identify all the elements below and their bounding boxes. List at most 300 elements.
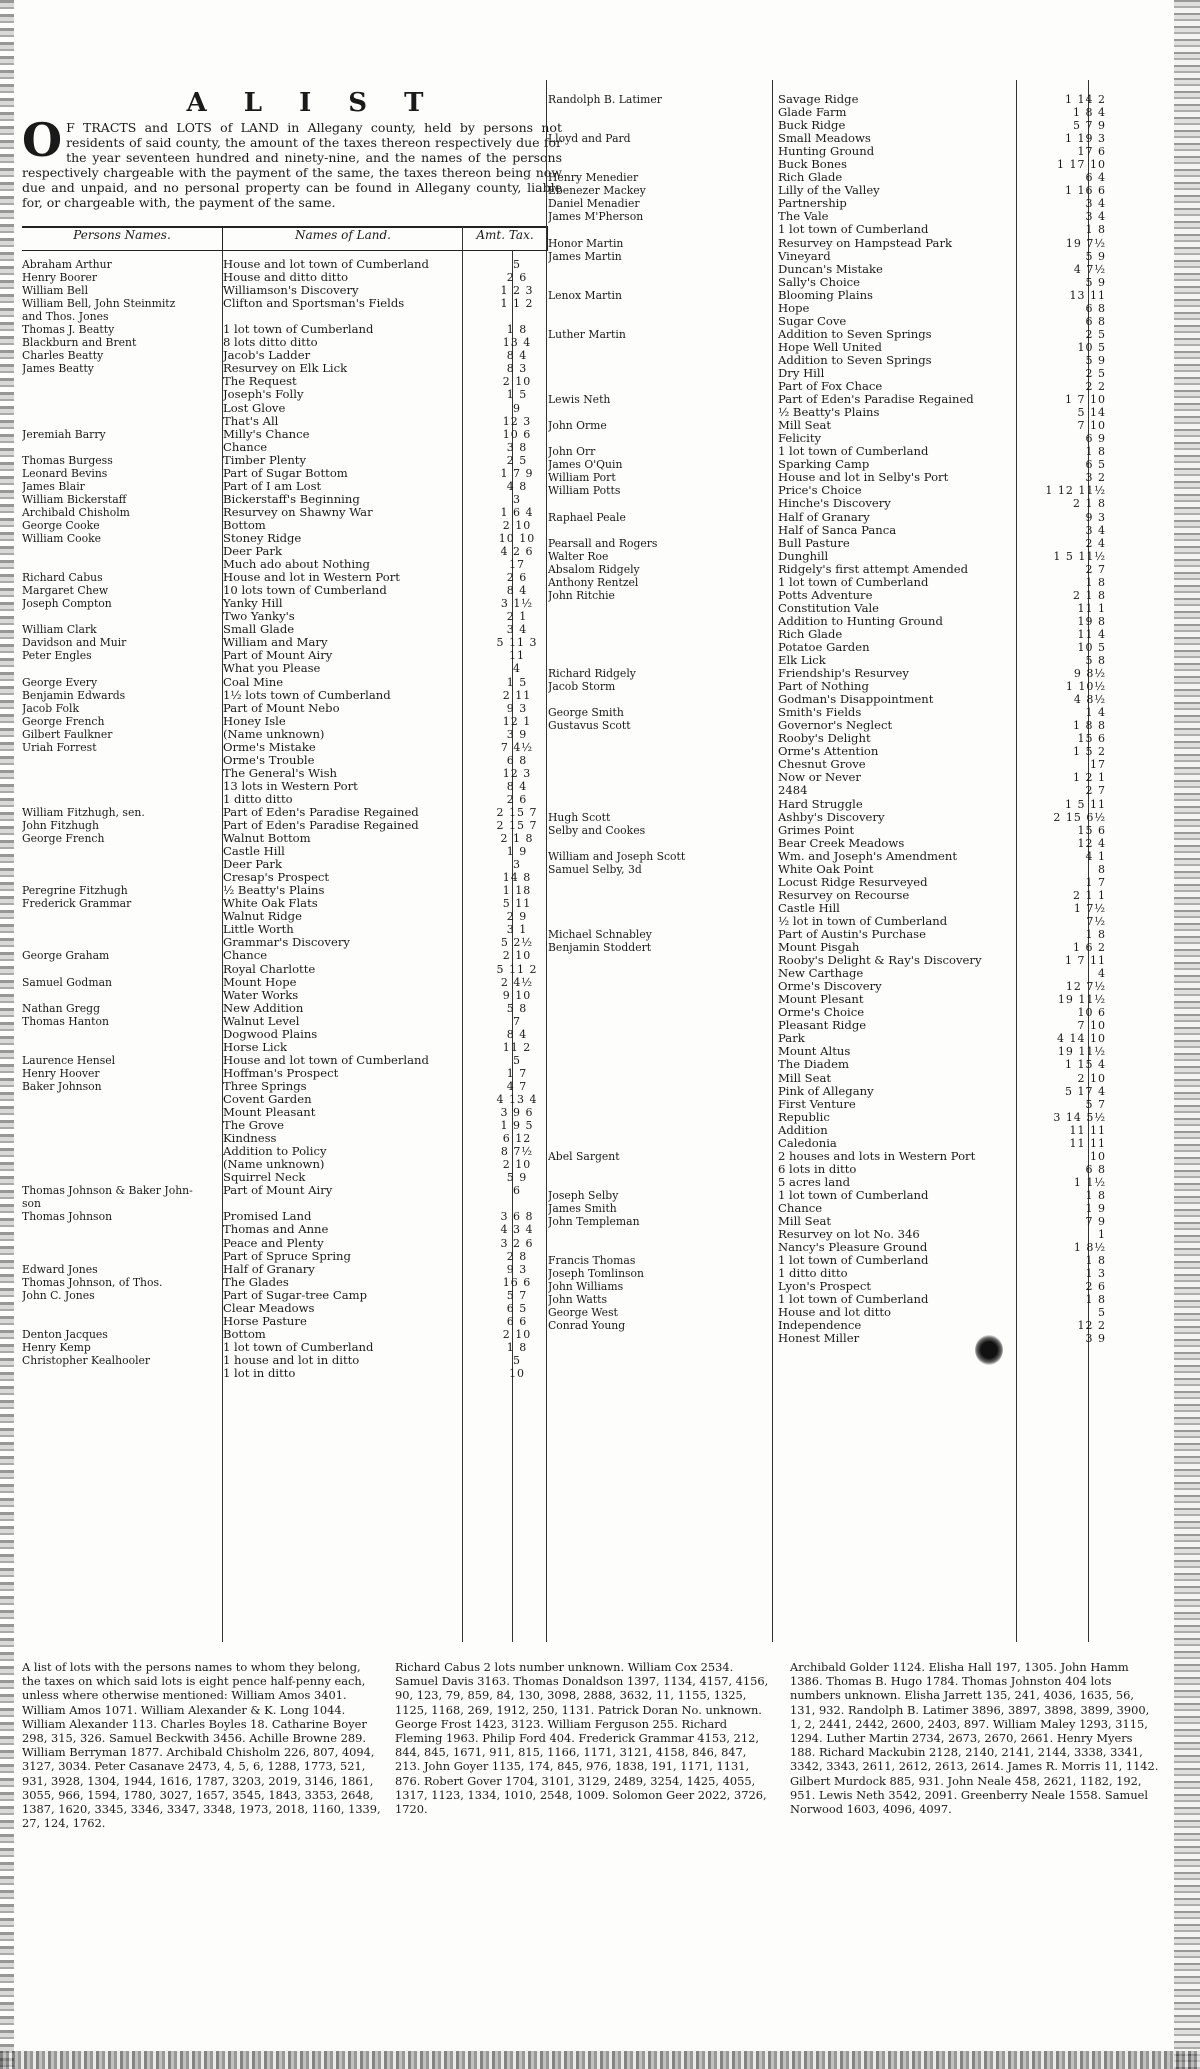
table-row (548, 1254, 1108, 1267)
tax-amount: 7 (513, 1014, 521, 1028)
person-name: Thomas Johnson, of Thos. (22, 1275, 163, 1289)
land-name: Resurvey on lot No. 346 (778, 1228, 920, 1242)
land-name: 1 lot town of Cumberland (778, 1188, 929, 1202)
land-name: The Request (223, 375, 297, 389)
table-row (22, 1054, 552, 1067)
table-row (548, 1319, 1108, 1332)
person-name: Thomas Johnson (22, 1210, 113, 1224)
person-name: Abel Sargent (548, 1149, 620, 1163)
ink-blot (975, 1335, 1003, 1365)
person-name: James Martin (548, 249, 622, 263)
person-name: George Every (22, 675, 98, 689)
land-name: Small Meadows (778, 132, 871, 146)
person-name: Gilbert Faulkner (22, 727, 113, 741)
tax-amount: 5 2½ (500, 936, 534, 950)
table-row (548, 458, 1108, 471)
table-row (22, 1315, 552, 1328)
table-row (548, 119, 1108, 132)
tax-amount: 2 6 (506, 792, 528, 806)
tax-amount: 9 3 (1085, 510, 1106, 524)
land-name: Addition (778, 1123, 828, 1137)
page-edge-right (1174, 0, 1200, 2069)
tax-amount: 10 (1090, 1149, 1106, 1163)
land-name: Deer Park (223, 858, 283, 872)
table-row (548, 250, 1108, 263)
tax-amount: 3 4 (1085, 210, 1106, 224)
land-name: Timber Plenty (223, 453, 306, 467)
tax-amount: 2 10 (502, 1327, 532, 1341)
tax-amount: 3 2 6 (500, 1236, 534, 1250)
table-row (22, 428, 552, 441)
table-row (548, 1085, 1108, 1098)
table-row (22, 793, 552, 806)
table-row (22, 1341, 552, 1354)
person-name: Henry Hoover (22, 1066, 100, 1080)
land-name: Squirrel Neck (223, 1171, 306, 1185)
land-name: Part of Nothing (778, 680, 869, 694)
person-name: Nathan Gregg (22, 1001, 100, 1015)
tax-amount: 6 8 (1085, 314, 1106, 328)
land-name: House and lot in Western Port (223, 571, 400, 585)
tax-amount: 3 2 (1085, 471, 1106, 485)
person-name: William Cooke (22, 531, 102, 545)
land-name: The Glades (223, 1275, 289, 1289)
tax-amount: 8 3 (506, 362, 528, 376)
person-name: Thomas Burgess (22, 453, 113, 467)
tax-amount: 5 (1098, 1306, 1106, 1320)
land-name: 10 lots town of Cumberland (223, 584, 387, 598)
person-name: John Ritchie (548, 588, 615, 602)
table-row (548, 667, 1108, 680)
tax-amount: 5 9 (1085, 275, 1106, 289)
table-row (548, 954, 1108, 967)
table-row (548, 824, 1108, 837)
table-row (22, 1028, 552, 1041)
tax-amount: 15 6 (1077, 732, 1106, 746)
table-row (548, 184, 1108, 197)
person-name: Joseph Tomlinson (548, 1267, 645, 1281)
table-row (548, 237, 1108, 250)
intro-text: F TRACTS and LOTS of LAND in Allegany county, held by persons not residents of said county, the amount of the taxes thereon respectively due for the year seventeen hundred and ninety-nine, and the names of the persons respectively chargeable with the payment of the same, the taxes thereon being now due and unpaid, and no personal property can be found in Allegany county, liable for, or chargeable with, the payment of the same. (22, 120, 562, 210)
table-row (548, 471, 1108, 484)
document-intro (22, 113, 562, 210)
tax-amount: 2 1 (506, 610, 528, 624)
person-name: Raphael Peale (548, 510, 626, 524)
person-name: Anthony Rentzel (548, 575, 639, 589)
tax-amount: 6 8 (506, 753, 528, 767)
table-row (548, 550, 1108, 563)
table-row (548, 1241, 1108, 1254)
table-row (548, 210, 1108, 223)
table-row (22, 806, 552, 819)
land-name: Lyon's Prospect (778, 1280, 872, 1294)
tax-amount: 2 15 7 (496, 805, 538, 819)
table-row (548, 680, 1108, 693)
person-name: Pearsall and Rogers (548, 536, 658, 550)
tax-amount: 8 4 (506, 1027, 528, 1041)
tax-amount: 1 6 4 (500, 505, 534, 519)
table-row (22, 441, 552, 454)
land-name: Part of Spruce Spring (223, 1249, 351, 1263)
person-name: Margaret Chew (22, 584, 109, 598)
tax-amount: 10 (509, 1366, 525, 1380)
person-name: George West (548, 1306, 618, 1320)
land-name: Rich Glade (778, 627, 843, 641)
tax-amount: 1 2 1 (1073, 771, 1106, 785)
tax-amount: 1 9 (1085, 1201, 1106, 1215)
land-name: Orme's Choice (778, 1006, 865, 1020)
tax-amount: 11 1 (1077, 601, 1106, 615)
table-row (22, 1328, 552, 1341)
land-name: Jacob's Ladder (223, 349, 311, 363)
tax-amount: 3 4 (1085, 197, 1106, 211)
person-name: Richard Ridgely (548, 667, 636, 681)
drop-cap: O (22, 113, 63, 167)
tax-amount: 1 4 (1085, 706, 1106, 720)
tax-amount: 12 7½ (1065, 980, 1106, 994)
tax-amount: 1 14 2 (1065, 93, 1106, 106)
land-name: Duncan's Mistake (778, 262, 883, 276)
tax-amount: 4 14 10 (1057, 1032, 1106, 1046)
table-row (548, 302, 1108, 315)
land-name: Dunghill (778, 549, 829, 563)
tax-amount: 1 8½ (1073, 1241, 1106, 1255)
table-row (548, 1032, 1108, 1045)
table-row (548, 497, 1108, 510)
table-row (548, 419, 1108, 432)
land-name: Glade Farm (778, 106, 847, 120)
table-row (22, 402, 552, 415)
table-row (548, 576, 1108, 589)
table-row (548, 928, 1108, 941)
tax-amount: 12 4 (1077, 836, 1106, 850)
tax-amount: 11 11 (1069, 1136, 1106, 1150)
land-name: Godman's Disappointment (778, 693, 934, 707)
land-name: Vineyard (778, 249, 831, 263)
land-name: 1 lot town of Cumberland (778, 1254, 929, 1268)
tax-amount: 17 (1090, 758, 1106, 772)
land-name: Thomas and Anne (223, 1223, 329, 1237)
person-name: George Cooke (22, 518, 100, 532)
land-name: Bear Creek Meadows (778, 836, 905, 850)
tax-amount: 8 (1098, 862, 1106, 876)
land-name: House and lot ditto (778, 1306, 891, 1320)
tax-amount: 2 10 (1077, 1071, 1106, 1085)
person-name: John Watts (548, 1293, 607, 1307)
land-name: Sally's Choice (778, 275, 861, 289)
person-name: Thomas Johnson & Baker John- (22, 1184, 193, 1198)
land-name: First Venture (778, 1097, 856, 1111)
tax-amount: 5 (513, 1053, 521, 1067)
tax-amount: 6 8 (1085, 1162, 1106, 1176)
table-row (548, 863, 1108, 876)
tax-amount: 2 5 (506, 453, 528, 467)
land-name: Potts Adventure (778, 588, 873, 602)
person-name: Henry Menedier (548, 171, 639, 185)
land-name: Addition to Seven Springs (778, 327, 932, 341)
land-name: William and Mary (223, 636, 328, 650)
tax-amount: 7 10 (1077, 1019, 1106, 1033)
land-name: Dry Hill (778, 366, 825, 380)
column-header-land: Names of Land. (222, 226, 463, 251)
table-row (22, 715, 552, 728)
land-name: Kindness (223, 1132, 277, 1146)
tax-amount: 2 15 6½ (1053, 810, 1106, 824)
tax-amount: 1 8 8 (1073, 719, 1106, 733)
person-name: James Beatty (22, 362, 94, 376)
tax-amount: 9 10 (502, 988, 532, 1002)
table-row (548, 719, 1108, 732)
table-row (548, 1137, 1108, 1150)
land-name: Now or Never (778, 771, 861, 785)
land-name: Resurvey on Hampstead Park (778, 236, 953, 250)
tax-list-column-2 (548, 93, 1108, 1346)
land-name: Ridgely's first attempt Amended (778, 562, 969, 576)
tax-amount: 1 1 2 (500, 297, 534, 311)
tax-amount: 2 6 (506, 271, 528, 285)
table-row (22, 1289, 552, 1302)
tax-amount: 2 1 8 (1073, 588, 1106, 602)
table-row (22, 1302, 552, 1315)
tax-amount: 3 1 (506, 923, 528, 937)
person-name: Jeremiah Barry (22, 427, 106, 441)
footer-lots-list-a (22, 1660, 382, 1830)
table-row (22, 1223, 552, 1236)
table-row (548, 1045, 1108, 1058)
table-row (548, 889, 1108, 902)
land-name: Mill Seat (778, 1071, 832, 1085)
land-name: Promised Land (223, 1210, 312, 1224)
person-name: Lloyd and Pard (548, 132, 631, 146)
table-row (548, 393, 1108, 406)
table-row (548, 158, 1108, 171)
table-row (22, 597, 552, 610)
person-name: and Thos. Jones (22, 310, 109, 324)
tax-amount: 11 11 (1069, 1123, 1106, 1137)
land-name: Bull Pasture (778, 536, 850, 550)
land-name: Hunting Ground (778, 145, 875, 159)
table-row (22, 467, 552, 480)
land-name: Castle Hill (778, 901, 840, 915)
table-row (548, 602, 1108, 615)
land-name: Half of Granary (778, 510, 870, 524)
table-row (548, 628, 1108, 641)
tax-amount: 3 9 6 (500, 1106, 534, 1120)
table-row (548, 511, 1108, 524)
footer-lots-list-c (790, 1660, 1160, 1816)
table-row (548, 980, 1108, 993)
land-name: Mount Pleasant (223, 1106, 316, 1120)
land-name: Orme's Mistake (223, 740, 316, 754)
land-name: Part of Mount Airy (223, 1184, 333, 1198)
tax-amount: 1 1½ (1073, 1175, 1106, 1189)
land-name: House and lot in Selby's Port (778, 471, 949, 485)
land-name: Friendship's Resurvey (778, 667, 909, 681)
tax-amount: 2 8 (506, 1249, 528, 1263)
footer-text-a: A list of lots with the persons names to whom they belong, the taxes on which said lots is eight pence half-penny each, unless where otherwise mentioned: William Amos 3401. William Amos 1071. William Alexander & K. Long 1044. William Alexander 113. Charles Boyles 18. Catharine Boyer 298, 315, 326. Samuel Beckwith 3456. Achille Browne 289. William Berryman 1877. Archibald Chisholm 226, 807, 4094, 3127, 3034. Peter Casanave 2473, 4, 5, 6, 1288, 1773, 521, 931, 3928, 1304, 1944, 1616, 1787, 3203, 2019, 3146, 1861, 3055, 966, 1594, 1780, 3027, 1657, 3545, 1843, 3353, 2648, 1387, 1620, 3345, 3346, 3347, 3348, 1973, 2018, 1160, 1339, 27, 124, 1762. (22, 1660, 381, 1831)
land-name: Grimes Point (778, 823, 855, 837)
table-row (22, 571, 552, 584)
land-name: Coal Mine (223, 675, 284, 689)
person-name: Peregrine Fitzhugh (22, 884, 128, 898)
tax-amount: 11 2 (502, 1040, 532, 1054)
land-name: Honey Isle (223, 714, 286, 728)
column-header-persons: Persons Names. (22, 226, 222, 251)
tax-amount: 5 14 (1077, 406, 1106, 420)
tax-amount: 2 10 (502, 375, 532, 389)
land-name: Clear Meadows (223, 1301, 315, 1315)
person-name: Frederick Grammar (22, 897, 132, 911)
land-name: Bottom (223, 1327, 266, 1341)
land-name: Cresap's Prospect (223, 871, 330, 885)
land-name: Chesnut Grove (778, 758, 866, 772)
person-name: Benjamin Edwards (22, 688, 126, 702)
land-name: 1½ lots town of Cumberland (223, 688, 391, 702)
table-row (22, 519, 552, 532)
table-row (22, 1106, 552, 1119)
table-row (22, 741, 552, 754)
land-name: Elk Lick (778, 654, 826, 668)
land-name: Milly's Chance (223, 427, 310, 441)
person-name: Samuel Godman (22, 975, 112, 989)
land-name: Nancy's Pleasure Ground (778, 1241, 928, 1255)
tax-amount: 13 11 (1069, 288, 1106, 302)
table-row (548, 406, 1108, 419)
person-name: Denton Jacques (22, 1327, 108, 1341)
table-row (548, 289, 1108, 302)
tax-amount: 5 8 (506, 1001, 528, 1015)
person-name: William Bickerstaff (22, 492, 127, 506)
tax-amount: 3 9 (1085, 1332, 1106, 1346)
person-name: Joseph Compton (22, 597, 112, 611)
land-name: Lost Glove (223, 401, 286, 415)
tax-amount: 2 2 (1085, 380, 1106, 394)
tax-amount: 1 16 6 (1065, 184, 1106, 198)
tax-amount: 1 2 3 (500, 284, 534, 298)
land-name: Chance (223, 949, 268, 963)
tax-amount: 3 6 8 (500, 1210, 534, 1224)
table-row (548, 771, 1108, 784)
land-name: Resurvey on Elk Lick (223, 362, 348, 376)
person-name: Honor Martin (548, 236, 624, 250)
person-name: Hugh Scott (548, 810, 611, 824)
tax-amount: 1 5 (506, 675, 528, 689)
table-row (22, 493, 552, 506)
person-name: Samuel Selby, 3d (548, 862, 642, 876)
tax-amount: 1 (1098, 1228, 1106, 1242)
tax-amount: 4 (1098, 967, 1106, 981)
land-name: Part of Eden's Paradise Regained (778, 393, 974, 407)
land-name: Locust Ridge Resurveyed (778, 875, 928, 889)
table-row (548, 1176, 1108, 1189)
land-name: Partnership (778, 197, 847, 211)
tax-amount: 2 5 (1085, 327, 1106, 341)
land-name: 1 lot town of Cumberland (778, 223, 929, 237)
person-name: Henry Kemp (22, 1340, 91, 1354)
tax-amount: 4 3 4 (500, 1223, 534, 1237)
person-name: William and Joseph Scott (548, 849, 686, 863)
tax-amount: 8 7½ (500, 1145, 534, 1159)
land-name: Walnut Ridge (223, 910, 302, 924)
land-name: Rooby's Delight & Ray's Discovery (778, 954, 982, 968)
tax-amount: 13 4 (502, 336, 532, 350)
tax-amount: 1 8 4 (1073, 106, 1106, 120)
land-name: Ashby's Discovery (778, 810, 885, 824)
land-name: The Grove (223, 1119, 284, 1133)
table-row (548, 563, 1108, 576)
tax-amount: 5 7 (1085, 1097, 1106, 1111)
person-name: Jacob Storm (548, 680, 616, 694)
tax-amount: 19 11½ (1057, 993, 1106, 1007)
person-name: Edward Jones (22, 1262, 98, 1276)
land-name: 13 lots in Western Port (223, 779, 358, 793)
person-name: James O'Quin (548, 458, 623, 472)
land-name: House and ditto ditto (223, 271, 349, 285)
table-row (548, 276, 1108, 289)
table-row (22, 623, 552, 636)
person-name: Richard Cabus (22, 571, 103, 585)
tax-amount: 6 12 (502, 1132, 532, 1146)
table-row (548, 132, 1108, 145)
tax-amount: 2 15 7 (496, 819, 538, 833)
table-row (22, 819, 552, 832)
person-name: Jacob Folk (22, 701, 80, 715)
person-name: Baker Johnson (22, 1079, 102, 1093)
tax-amount: 12 3 (502, 766, 532, 780)
table-row (22, 636, 552, 649)
land-name: Resurvey on Recourse (778, 888, 910, 902)
column-header-amount: Amt. Tax. (462, 226, 548, 251)
tax-amount: 1 15 4 (1065, 1058, 1106, 1072)
land-name: Addition to Seven Springs (778, 353, 932, 367)
table-row (548, 1006, 1108, 1019)
tax-amount: 11 4 (1077, 627, 1106, 641)
table-row (548, 354, 1108, 367)
land-name: Clifton and Sportsman's Fields (223, 297, 405, 311)
person-name: William Potts (548, 484, 621, 498)
table-row (548, 615, 1108, 628)
table-row (22, 689, 552, 702)
person-name: son (22, 1197, 41, 1211)
tax-amount: 4 8½ (1073, 693, 1106, 707)
table-row (22, 989, 552, 1002)
tax-amount: 9 3 (506, 1262, 528, 1276)
table-row (548, 654, 1108, 667)
person-name: Archibald Chisholm (22, 505, 130, 519)
land-name: (Name unknown) (223, 727, 325, 741)
table-row (548, 524, 1108, 537)
tax-amount: 2 7 (1085, 562, 1106, 576)
person-name: John Fitzhugh (22, 819, 99, 833)
table-row (22, 336, 552, 349)
table-row (548, 263, 1108, 276)
land-name: Lilly of the Valley (778, 184, 880, 198)
person-name: Christopher Kealhooler (22, 1353, 151, 1367)
person-name: Benjamin Stoddert (548, 941, 652, 955)
land-name: Two Yanky's (223, 610, 295, 624)
person-name: Conrad Young (548, 1319, 626, 1333)
person-name: John Orme (548, 419, 607, 433)
tax-amount: 10 5 (1077, 640, 1106, 654)
table-row (548, 1058, 1108, 1071)
tax-amount: 19 8 (1077, 614, 1106, 628)
land-name: (Name unknown) (223, 1158, 325, 1172)
land-name: Part of Sugar Bottom (223, 466, 348, 480)
table-row (548, 341, 1108, 354)
table-row (22, 976, 552, 989)
table-row (22, 1145, 552, 1158)
land-name: Walnut Level (223, 1014, 300, 1028)
